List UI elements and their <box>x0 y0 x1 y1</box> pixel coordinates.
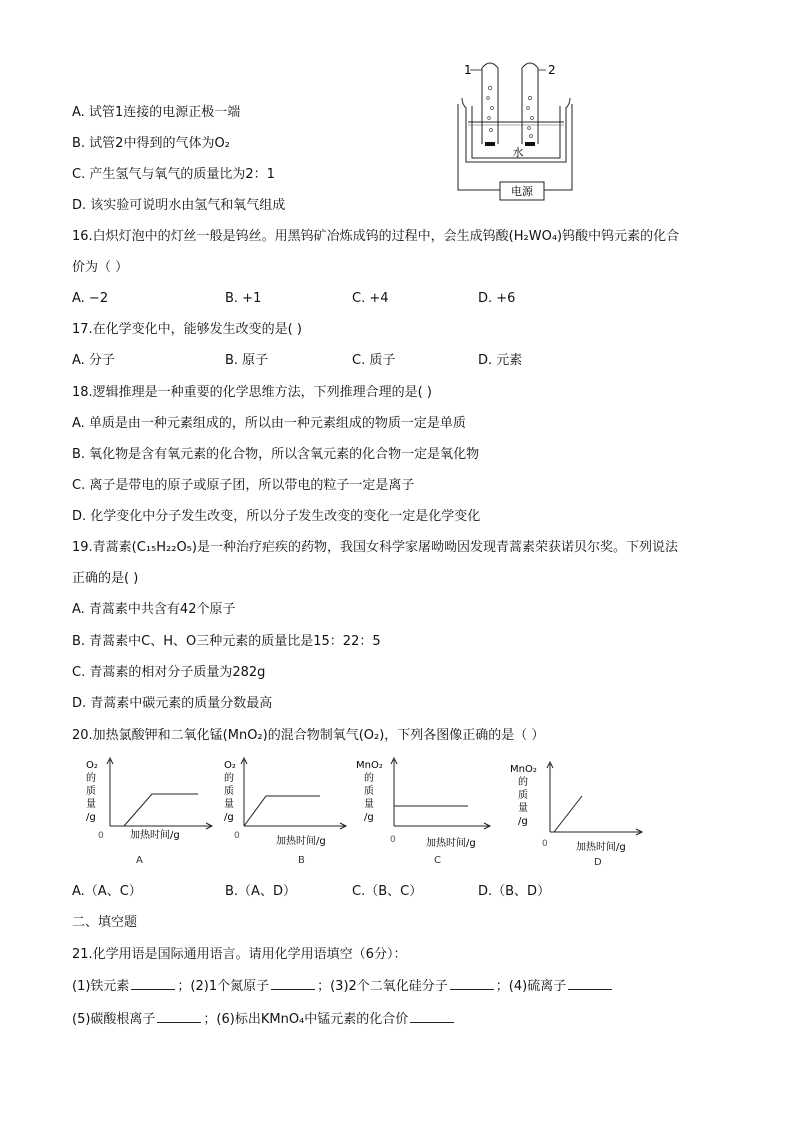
q18-option-d: D. 化学变化中分子发生改变，所以分子发生改变的变化一定是化学变化 <box>72 509 481 524</box>
q20-option-b: B.（A、D） <box>225 884 296 899</box>
q21-part4-label: ；(4)硫离子 <box>495 979 567 994</box>
graph-a-ylabel-4: /g <box>86 812 96 823</box>
graph-c-xlabel: 加热时间/g <box>426 838 476 849</box>
q16-option-b: B. +1 <box>225 291 262 306</box>
q20-option-c: C.（B、C） <box>352 884 423 899</box>
graph-b-ylabel-top: O₂ <box>224 760 236 771</box>
q16-option-d: D. +6 <box>478 291 516 306</box>
graph-c-ylabel-top: MnO₂ <box>356 760 383 771</box>
tube-1-label: 1 <box>464 63 472 77</box>
graph-b-ylabel-3: 量 <box>224 799 234 810</box>
water-label: 水 <box>512 146 524 159</box>
q15-option-c: C. 产生氢气与氧气的质量比为2：1 <box>72 167 275 182</box>
q21-answer-blank-2[interactable] <box>271 977 315 990</box>
q18-option-b: B. 氧化物是含有氧元素的化合物，所以含氧元素的化合物一定是氧化物 <box>72 447 480 462</box>
q21-answer-blank-5[interactable] <box>157 1010 201 1023</box>
graph-b-ylabel-1: 的 <box>224 773 234 784</box>
q16-stem-line2: 价为（ ） <box>72 260 129 275</box>
graph-b-ylabel-4: /g <box>224 812 234 823</box>
graph-c-ylabel-4: /g <box>364 812 374 823</box>
graph-d-ylabel-3: 量 <box>518 803 528 814</box>
tube-2-label: 2 <box>548 63 556 77</box>
graph-c <box>354 756 494 868</box>
graph-d-curve <box>554 796 582 832</box>
graph-d <box>506 756 646 868</box>
power-source-label: 电源 <box>511 185 533 198</box>
graph-d-letter: D <box>594 857 602 868</box>
q20-option-a: A.（A、C） <box>72 884 142 899</box>
q15-option-a: A. 试管1连接的电源正极一端 <box>72 105 241 120</box>
q19-stem-line2: 正确的是( ) <box>72 571 139 586</box>
graph-d-ylabel-top: MnO₂ <box>510 764 537 775</box>
graph-a-ylabel-3: 量 <box>86 799 96 810</box>
q21-answer-blank-3[interactable] <box>450 977 494 990</box>
q17-option-c: C. 质子 <box>352 353 396 368</box>
q21-answer-blank-6[interactable] <box>410 1010 454 1023</box>
q21-answer-blank-4[interactable] <box>568 977 612 990</box>
q21-line2 <box>72 1010 456 1029</box>
graph-a-ylabel-top: O₂ <box>86 760 98 771</box>
q19-stem-line1: 19.青蒿素(C₁₅H₂₂O₅)是一种治疗疟疾的药物，我国女科学家屠呦呦因发现青蒿素荣获诺贝尔奖。下列说法 <box>72 540 678 555</box>
graph-d-ylabel-4: /g <box>518 816 528 827</box>
q21-part1-label: (1)铁元素 <box>72 979 130 994</box>
q15-option-b: B. 试管2中得到的气体为O₂ <box>72 136 230 151</box>
graph-c-ylabel-2: 质 <box>364 786 374 797</box>
q19-option-d: D. 青蒿素中碳元素的质量分数最高 <box>72 696 273 711</box>
q17-option-d: D. 元素 <box>478 353 523 368</box>
q17-option-b: B. 原子 <box>225 353 269 368</box>
q18-option-a: A. 单质是由一种元素组成的，所以由一种元素组成的物质一定是单质 <box>72 416 466 431</box>
q19-option-b: B. 青蒿素中C、H、O三种元素的质量比是15：22：5 <box>72 634 381 649</box>
q15-option-d: D. 该实验可说明水由氢气和氧气组成 <box>72 198 286 213</box>
graph-a-ylabel-1: 的 <box>86 773 96 784</box>
q16-option-c: C. +4 <box>352 291 389 306</box>
q21-part6-label: ；(6)标出KMnO₄中锰元素的化合价 <box>203 1012 409 1027</box>
graph-b <box>216 756 356 868</box>
q17-option-a: A. 分子 <box>72 353 115 368</box>
q17-stem: 17.在化学变化中，能够发生改变的是( ) <box>72 322 302 337</box>
graph-a <box>78 756 218 868</box>
q21-part3-label: ；(3)2个二氧化硅分子 <box>317 979 448 994</box>
q19-option-a: A. 青蒿素中共含有42个原子 <box>72 602 236 617</box>
graph-d-origin: 0 <box>542 839 548 849</box>
graph-a-ylabel-2: 质 <box>86 786 96 797</box>
q16-stem-line1: 16.白炽灯泡中的灯丝一般是钨丝。用黑钨矿冶炼成钨的过程中，会生成钨酸(H₂WO₄)钨酸中钨元素的化合 <box>72 229 680 244</box>
electrolysis-apparatus-figure <box>448 58 584 208</box>
graph-c-letter: C <box>434 855 441 866</box>
graph-c-origin: 0 <box>390 835 396 845</box>
graph-c-ylabel-3: 量 <box>364 799 374 810</box>
graph-a-xlabel: 加热时间/g <box>130 830 180 841</box>
graph-b-letter: B <box>298 855 305 866</box>
section-heading: 二、填空题 <box>72 915 138 930</box>
graph-b-curve <box>244 796 320 826</box>
q20-option-d: D.（B、D） <box>478 884 551 899</box>
q21-part2-label: ；(2)1个氮原子 <box>177 979 270 994</box>
graph-d-ylabel-2: 质 <box>518 790 528 801</box>
q19-option-c: C. 青蒿素的相对分子质量为282g <box>72 665 266 680</box>
q21-line1 <box>72 977 614 996</box>
graph-b-origin: 0 <box>234 831 240 841</box>
graph-d-ylabel-1: 的 <box>518 777 528 788</box>
graph-a-letter: A <box>136 855 143 866</box>
q20-stem: 20.加热氯酸钾和二氧化锰(MnO₂)的混合物制氧气(O₂)，下列各图像正确的是（ ） <box>72 728 545 743</box>
q21-part5-label: (5)碳酸根离子 <box>72 1012 156 1027</box>
graph-a-curve <box>110 794 198 826</box>
graph-d-xlabel: 加热时间/g <box>576 842 626 853</box>
graph-b-xlabel: 加热时间/g <box>276 836 326 847</box>
graph-c-ylabel-1: 的 <box>364 773 374 784</box>
graph-a-origin: 0 <box>98 831 104 841</box>
q21-answer-blank-1[interactable] <box>131 977 175 990</box>
q16-option-a: A. −2 <box>72 291 109 306</box>
q21-stem: 21.化学用语是国际通用语言。请用化学用语填空（6分）： <box>72 947 407 962</box>
q18-stem: 18.逻辑推理是一种重要的化学思维方法，下列推理合理的是( ) <box>72 385 432 400</box>
q18-option-c: C. 离子是带电的原子或原子团，所以带电的粒子一定是离子 <box>72 478 415 493</box>
graph-b-ylabel-2: 质 <box>224 786 234 797</box>
